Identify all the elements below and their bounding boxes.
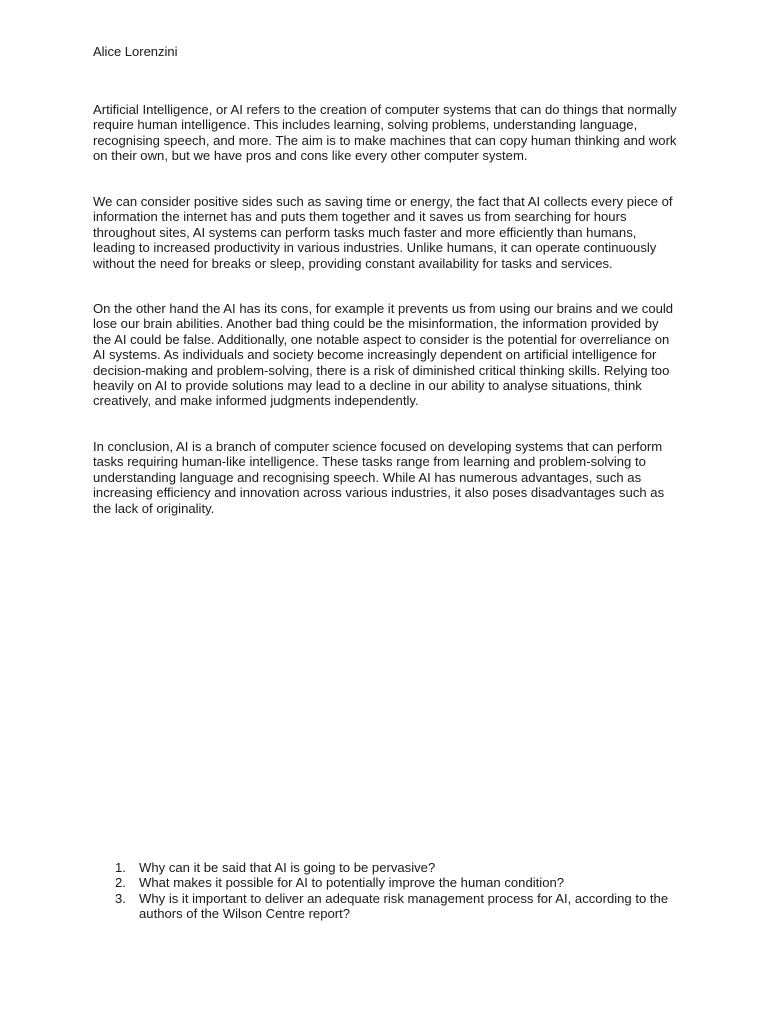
paragraph-cons: On the other hand the AI has its cons, for example it prevents us from using our brains and we could lose our brain abilities. Another bad thing could be the misinformation, the information provided by the AI could be false. Additionally, one notable aspect to consider is the potential for overreliance on AI systems. As individuals and society become increasingly dependent on artificial intelligence for decision-making and problem-solving, there is a risk of diminished critical thinking skills. Relying too heavily on AI to provide solutions may lead to a decline in our ability to analyse situations, think creatively, and make informed judgments independently. [93, 301, 674, 409]
paragraph-conclusion: In conclusion, AI is a branch of computer science focused on developing systems that can perform tasks requiring human-like intelligence. These tasks range from learning and problem-solving to understanding language and recognising speech. While AI has numerous advantages, such as increasing efficiency and innovation across various industries, it also poses disadvantages such as the lack of originality. [93, 439, 665, 516]
question-item [93, 860, 683, 875]
question-item [93, 891, 683, 922]
author-name: Alice Lorenzini [93, 44, 178, 59]
question-item [93, 875, 683, 890]
question-number: 1. [115, 860, 126, 875]
questions-list [93, 860, 683, 922]
question-text: Why can it be said that AI is going to be pervasive? [139, 860, 436, 875]
paragraph-introduction: Artificial Intelligence, or AI refers to the creation of computer systems that can do things that normally require human intelligence. This includes learning, solving problems, understanding language, recognising speech, and more. The aim is to make machines that can copy human thinking and work on their own, but we have pros and cons like every other computer system. [93, 102, 677, 164]
question-text: What makes it possible for AI to potentially improve the human condition? [139, 875, 565, 891]
question-text: Why is it important to deliver an adequate risk management process for AI, according to the authors of the Wilson Centre report? [139, 890, 669, 922]
question-number: 2. [115, 875, 126, 891]
question-number: 3. [115, 890, 126, 906]
paragraph-pros: We can consider positive sides such as saving time or energy, the fact that AI collects every piece of information the internet has and puts them together and it saves us from searching for hours throughout sites, AI systems can perform tasks much faster and more efficiently than humans, leading to increased productivity in various industries. Unlike humans, it can operate continuously without the need for breaks or sleep, providing constant availability for tasks and services. [93, 194, 673, 271]
